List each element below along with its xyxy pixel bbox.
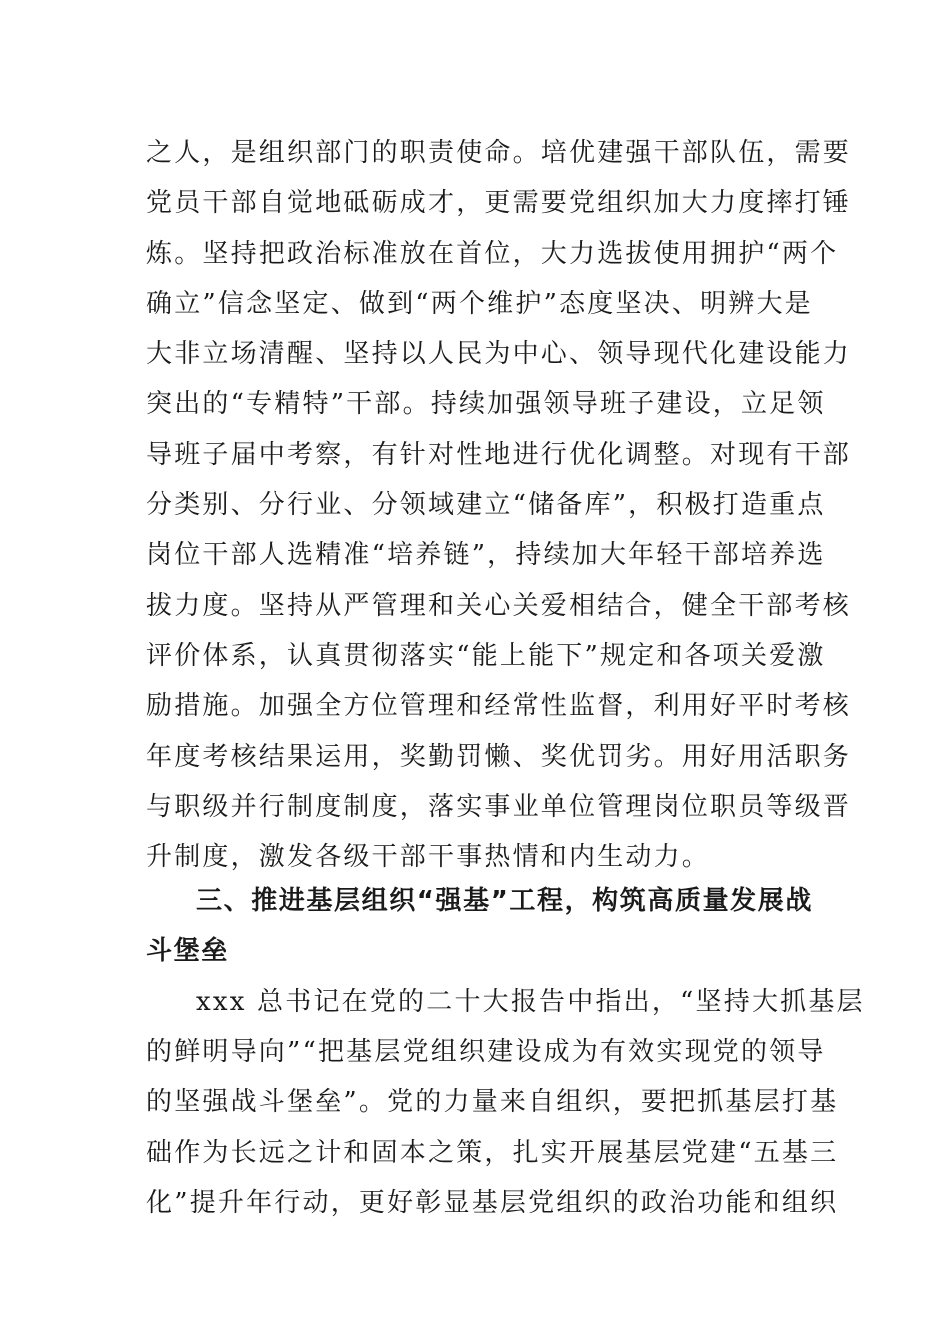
paragraph-line: 之人，是组织部门的职责使命。培优建强干部队伍，需要 [146,138,852,168]
paragraph-line: 岗位干部人选精准“培养链”，持续加大年轻干部培养选 [146,540,826,571]
heading-line: 三、推进基层组织“强基”工程，构筑高质量发展战 [196,886,813,916]
paragraph-line: 的坚强战斗堡垒”。党的力量来自组织，要把抓基层打基 [146,1087,839,1118]
paragraph-line: xxx 总书记在党的二十大报告中指出，“坚持大抓基层 [196,987,865,1017]
paragraph-line: 升制度，激发各级干部干事热情和内生动力。 [146,842,711,873]
heading-line: 斗堡垒 [146,936,229,966]
body-paragraph-2-first-line [196,977,865,1027]
paragraph-line: 化”提升年行动，更好彰显基层党组织的政治功能和组织 [146,1187,839,1218]
paragraph-line: 导班子届中考察，有针对性地进行优化调整。对现有干部 [146,439,852,470]
paragraph-line: 年度考核结果运用，奖勤罚懒、奖优罚劣。用好用活职务 [146,741,852,772]
paragraph-line: 励措施。加强全方位管理和经常性监督，利用好平时考核 [146,691,852,722]
paragraph-line: 础作为长远之计和固本之策，扎实开展基层党建“五基三 [146,1137,839,1168]
body-paragraph-2 [146,1027,839,1228]
paragraph-line: 确立”信念坚定、做到“两个维护”态度坚决、明辨大是 [146,288,813,319]
paragraph-line: 党员干部自觉地砥砺成才，更需要党组织加大力度摔打锤 [146,188,852,219]
section-heading [196,876,811,926]
paragraph-line: 突出的“专精特”干部。持续加强领导班子建设，立足领 [146,389,826,420]
paragraph-line: 评价体系，认真贯彻落实“能上能下”规定和各项关爱激 [146,640,826,671]
body-paragraph-1 [146,128,852,882]
paragraph-line: 炼。坚持把政治标准放在首位，大力选拔使用拥护“两个 [146,238,839,269]
paragraph-line: 大非立场清醒、坚持以人民为中心、领导现代化建设能力 [146,339,852,370]
section-heading-continued [146,926,811,976]
paragraph-line: 分类别、分行业、分领域建立“储备库”，积极打造重点 [146,490,826,521]
paragraph-line: 与职级并行制度制度，落实事业单位管理岗位职员等级晋 [146,791,852,822]
paragraph-line: 的鲜明导向”“把基层党组织建设成为有效实现党的领导 [146,1037,826,1067]
paragraph-line: 拔力度。坚持从严管理和关心关爱相结合，健全干部考核 [146,590,852,621]
